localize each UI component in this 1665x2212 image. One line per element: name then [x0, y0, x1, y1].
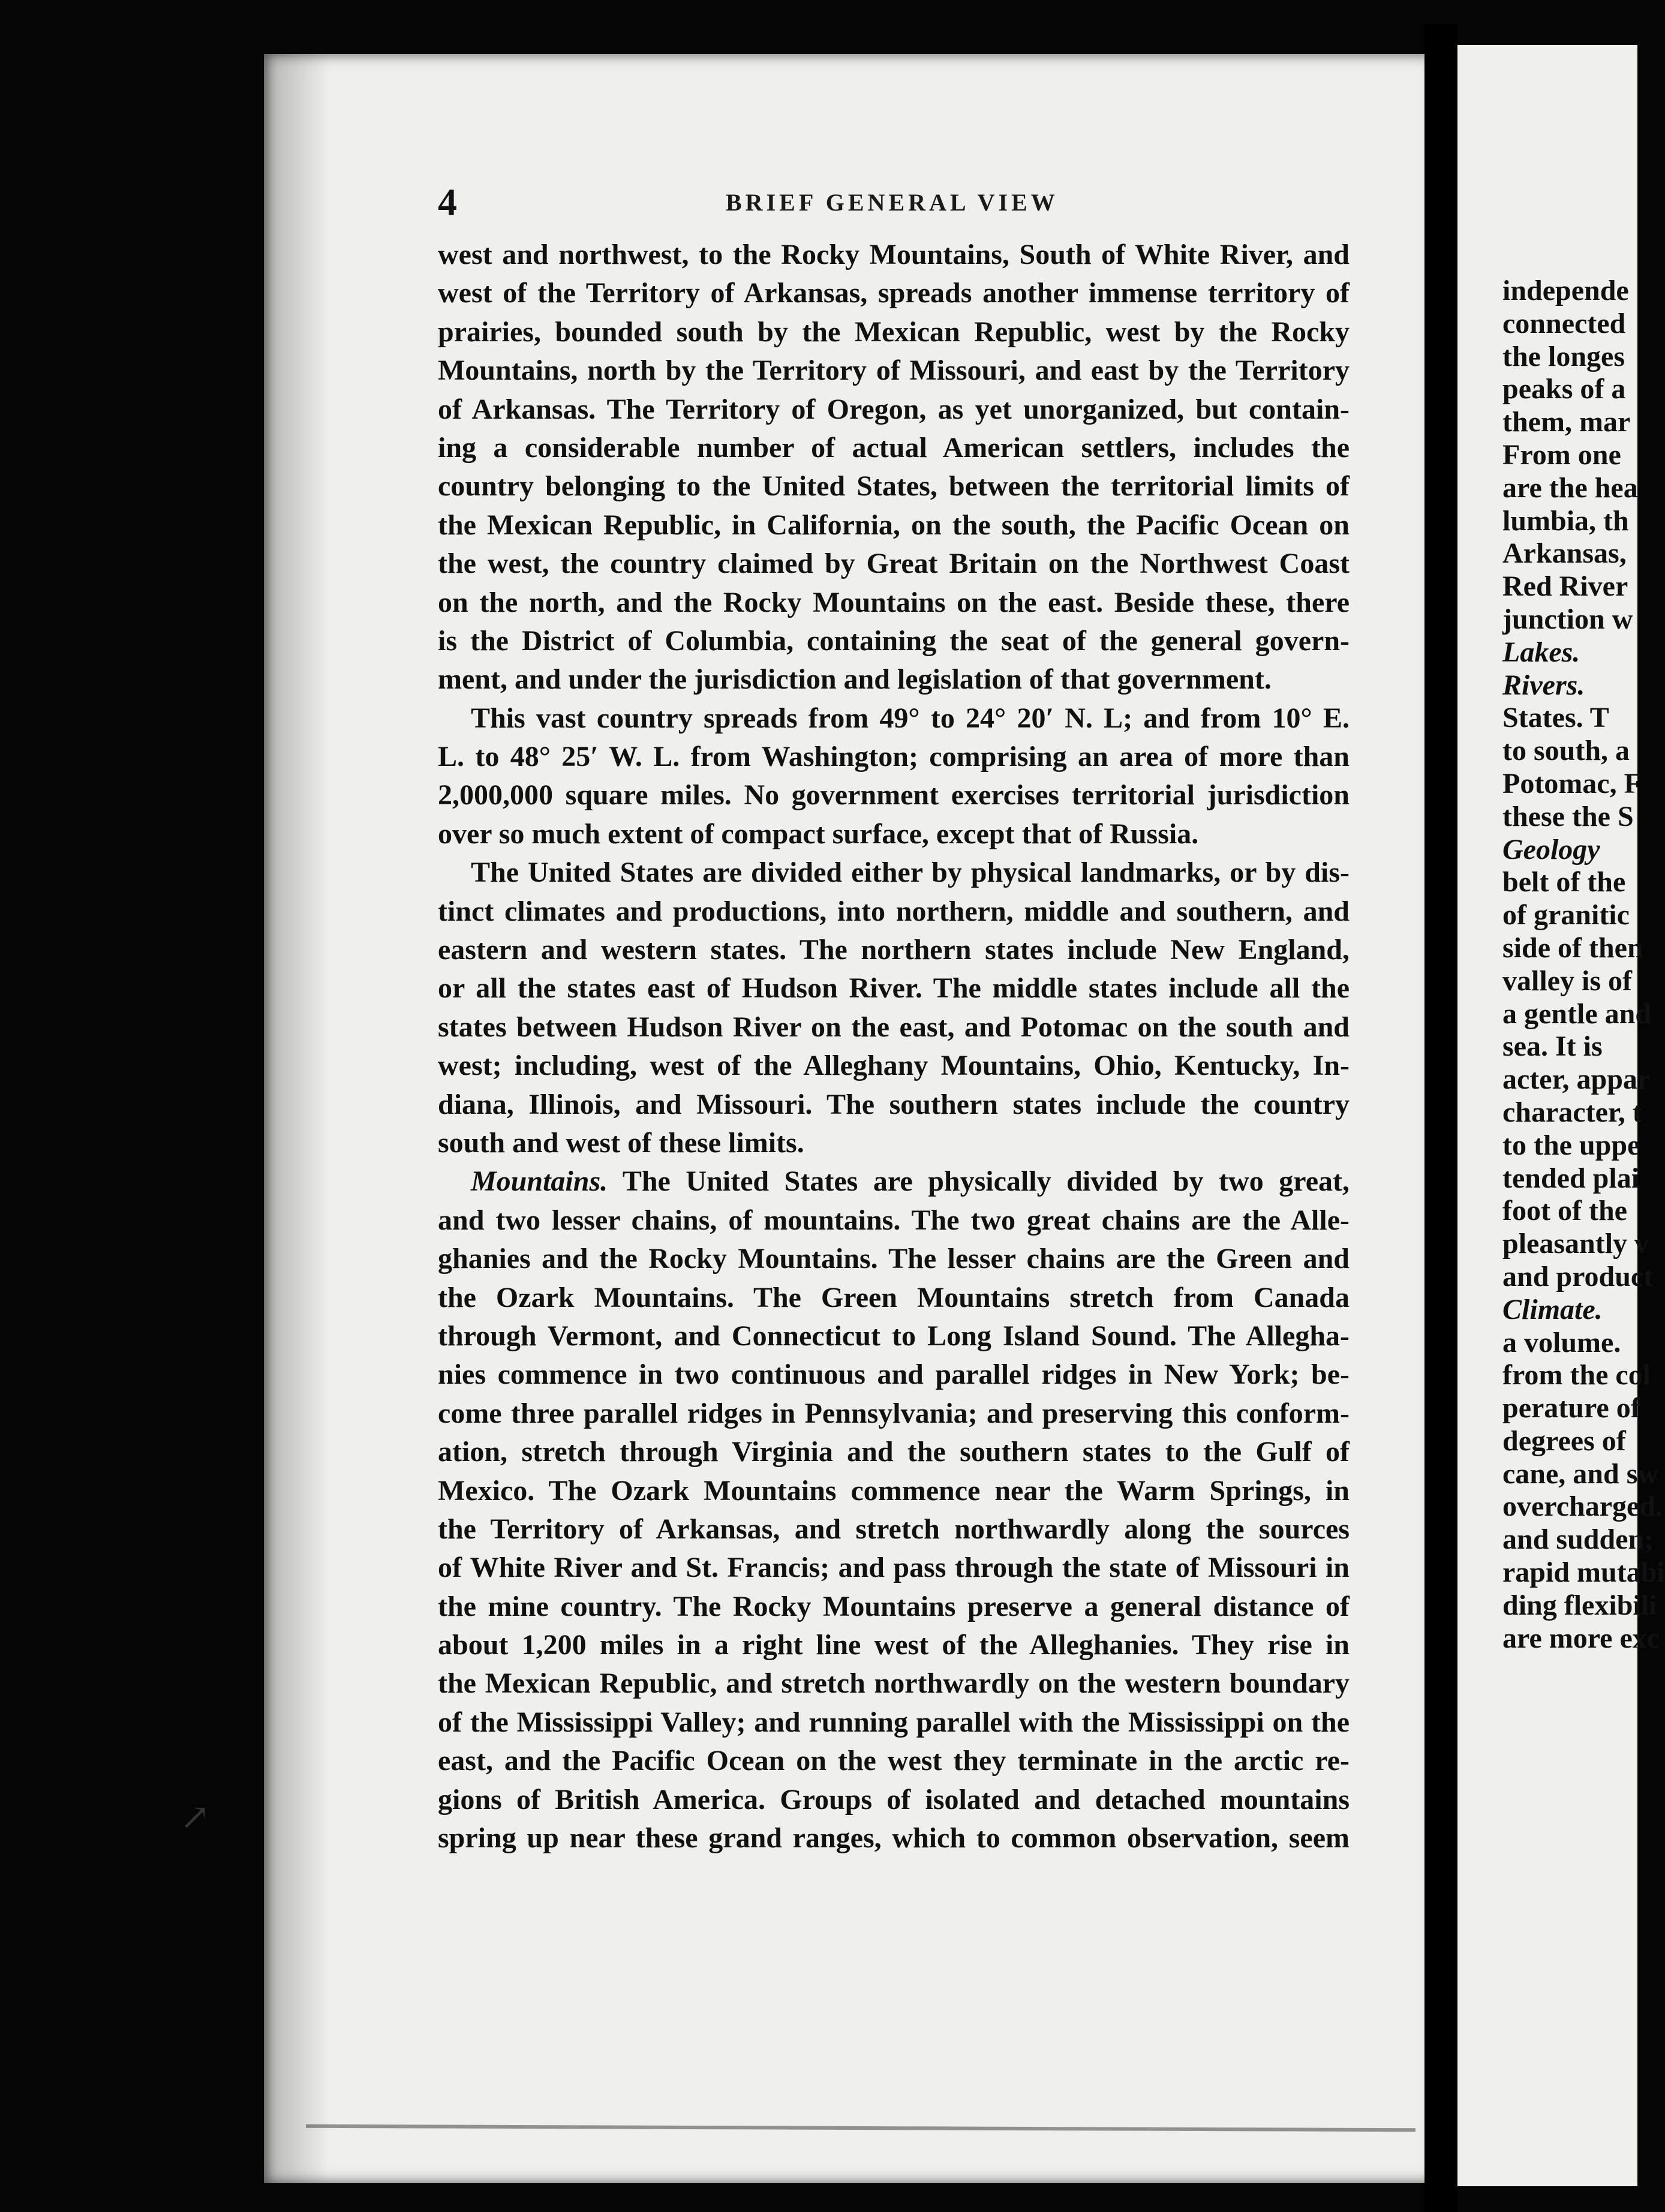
text-line: tinct climates and productions, into northern, middle and southern, and [438, 895, 1350, 927]
text-line: about 1,200 miles in a right line west of the Alleghanies. They rise in [438, 1629, 1350, 1661]
text-line: The United States are divided either by physical landmarks, or by dis- [471, 856, 1350, 889]
text-line: ghanies and the Rocky Mountains. The lesser chains are the Green and [438, 1243, 1350, 1275]
header-title: BRIEF GENERAL VIEW [726, 189, 1059, 216]
text-line: west of the Territory of Arkansas, spreads another immense territory of [438, 277, 1350, 309]
text-line: the Territory of Arkansas, and stretch northwardly along the sources [438, 1513, 1350, 1545]
right-text-line: to the uppe [1502, 1129, 1640, 1161]
body-text [438, 236, 1350, 1858]
text-line: is the District of Columbia, containing the seat of the general govern- [438, 624, 1350, 657]
right-text-line: belt of the [1502, 866, 1626, 898]
text-line: country belonging to the United States, between the territorial limits of [438, 470, 1350, 503]
right-text-line: Arkansas, [1502, 537, 1627, 570]
text-line: south and west of these limits. [438, 1126, 804, 1159]
right-text-line: Climate. [1502, 1293, 1603, 1326]
text-line: or all the states east of Hudson River. The middle states include all the [438, 972, 1350, 1005]
text-line: of White River and St. Francis; and pass through the state of Missouri in [438, 1552, 1350, 1584]
right-text-line: sea. It is [1502, 1030, 1603, 1063]
right-text-line: and sudden; [1502, 1523, 1654, 1556]
right-text-line: acter, appar [1502, 1063, 1651, 1096]
text-line: of the Mississippi Valley; and running parallel with the Mississippi on the [438, 1706, 1350, 1738]
right-text-line: rapid mutabi [1502, 1556, 1665, 1589]
text-line: over so much extent of compact surface, except that of Russia. [438, 818, 1199, 850]
right-text-line: a volume. [1502, 1326, 1621, 1359]
text-line: west and northwest, to the Rocky Mountains, South of White River, and [438, 239, 1350, 271]
text-line: and two lesser chains, of mountains. The two great chains are the Alle- [438, 1204, 1350, 1236]
right-text-line: ding flexibili [1502, 1589, 1657, 1621]
text-line: eastern and western states. The northern states include New England, [438, 934, 1350, 966]
text-line: of Arkansas. The Territory of Oregon, as yet unorganized, but contain- [438, 393, 1350, 425]
right-text-line: Lakes. [1502, 636, 1580, 668]
text-line: ment, and under the jurisdiction and legislation of that government. [438, 663, 1272, 696]
text-line: L. to 48° 25′ W. L. from Washington; comprising an area of more than [438, 741, 1350, 773]
text-line [438, 1162, 1350, 1201]
right-text-line: a gentle and [1502, 997, 1652, 1030]
right-text-line: foot of the [1502, 1195, 1627, 1227]
section-heading-mountains: Mountains. [471, 1165, 608, 1198]
right-text-line: peaks of a [1502, 373, 1626, 405]
text-line: prairies, bounded south by the Mexican Republic, west by the Rocky [438, 315, 1350, 348]
right-text-line: to south, a [1502, 735, 1630, 767]
text-line: the mine country. The Rocky Mountains preserve a general distance of [438, 1590, 1350, 1622]
text-line: 2,000,000 square miles. No government exercises territorial jurisdiction [438, 779, 1350, 812]
text-line: diana, Illinois, and Missouri. The southern states include the country [438, 1088, 1350, 1120]
right-text-line: valley is of [1502, 964, 1632, 997]
text-line: west; including, west of the Alleghany Mountains, Ohio, Kentucky, In- [438, 1050, 1350, 1082]
text-line: the Mexican Republic, and stretch northwardly on the western boundary [438, 1667, 1350, 1700]
right-text-line: are the hea [1502, 471, 1638, 504]
running-head [438, 180, 1374, 228]
right-text-line: perature of [1502, 1392, 1640, 1424]
text-line: through Vermont, and Connecticut to Long Island Sound. The Allegha- [438, 1320, 1350, 1352]
text-line: nies commence in two continuous and parallel ridges in New York; be- [438, 1359, 1350, 1391]
text-line: This vast country spreads from 49° to 24° 20′ N. L; and from 10° E. [471, 702, 1350, 734]
right-text-line: these the S [1502, 800, 1634, 832]
page-number: 4 [438, 181, 457, 223]
text-line: the west, the country claimed by Great Britain on the Northwest Coast [438, 548, 1350, 580]
text-line: ation, stretch through Virginia and the southern states to the Gulf of [438, 1436, 1350, 1468]
right-text-line: Rivers. [1502, 669, 1585, 701]
right-text-line: pleasantly v [1502, 1228, 1649, 1260]
right-text-line: the longes [1502, 340, 1625, 372]
text-line: come three parallel ridges in Pennsylvania; and preserving this conform- [438, 1397, 1350, 1429]
right-text-line: are more exc [1502, 1622, 1660, 1654]
right-text-line: them, mar [1502, 406, 1631, 438]
right-text-line: Red River [1502, 570, 1628, 603]
text-line: spring up near these grand ranges, which to common observation, seem [438, 1822, 1350, 1855]
right-text-line: From one [1502, 438, 1621, 471]
text-line: the Ozark Mountains. The Green Mountains stretch from Canada [438, 1281, 1350, 1314]
text-line: ing a considerable number of actual American settlers, includes the [438, 431, 1350, 464]
right-text-line: Potomac, F [1502, 767, 1642, 800]
right-text-line: Geology [1502, 833, 1600, 865]
text-line: east, and the Pacific Ocean on the west they terminate in the arctic re- [438, 1745, 1350, 1777]
right-text-line: States. T [1502, 702, 1609, 734]
right-text-line: independe [1502, 275, 1629, 306]
right-text-line: cane, and sw [1502, 1457, 1659, 1490]
right-page-text [1502, 275, 1665, 1655]
text-line: the Mexican Republic, in California, on the south, the Pacific Ocean on [438, 509, 1350, 541]
right-text-line: overcharged. [1502, 1490, 1663, 1523]
right-text-line: from the col [1502, 1359, 1651, 1391]
text-line: Mountains, north by the Territory of Missouri, and east by the Territory [438, 354, 1350, 387]
right-text-line: degrees of [1502, 1424, 1626, 1457]
margin-mark-icon: ↗ [180, 1798, 211, 1837]
text-line: Mexico. The Ozark Mountains commence near the Warm Springs, in [438, 1474, 1350, 1507]
text-line: states between Hudson River on the east, and Potomac on the south and [438, 1011, 1350, 1043]
right-text-line: connected [1502, 307, 1626, 339]
book-gutter [1424, 24, 1457, 2212]
right-text-line: side of then [1502, 931, 1643, 964]
right-text-line: of granitic [1502, 899, 1630, 931]
right-text-line: junction w [1502, 603, 1633, 635]
right-text-line: tended plai [1502, 1162, 1640, 1194]
text-line-content: The United States are physically divided by two great, [622, 1165, 1350, 1198]
right-text-line: and product [1502, 1260, 1654, 1293]
text-line: on the north, and the Rocky Mountains on the east. Beside these, there [438, 586, 1350, 618]
right-text-line: character, t [1502, 1096, 1642, 1128]
right-text-line: lumbia, th [1502, 504, 1629, 537]
text-line: gions of British America. Groups of isolated and detached mountains [438, 1783, 1350, 1816]
